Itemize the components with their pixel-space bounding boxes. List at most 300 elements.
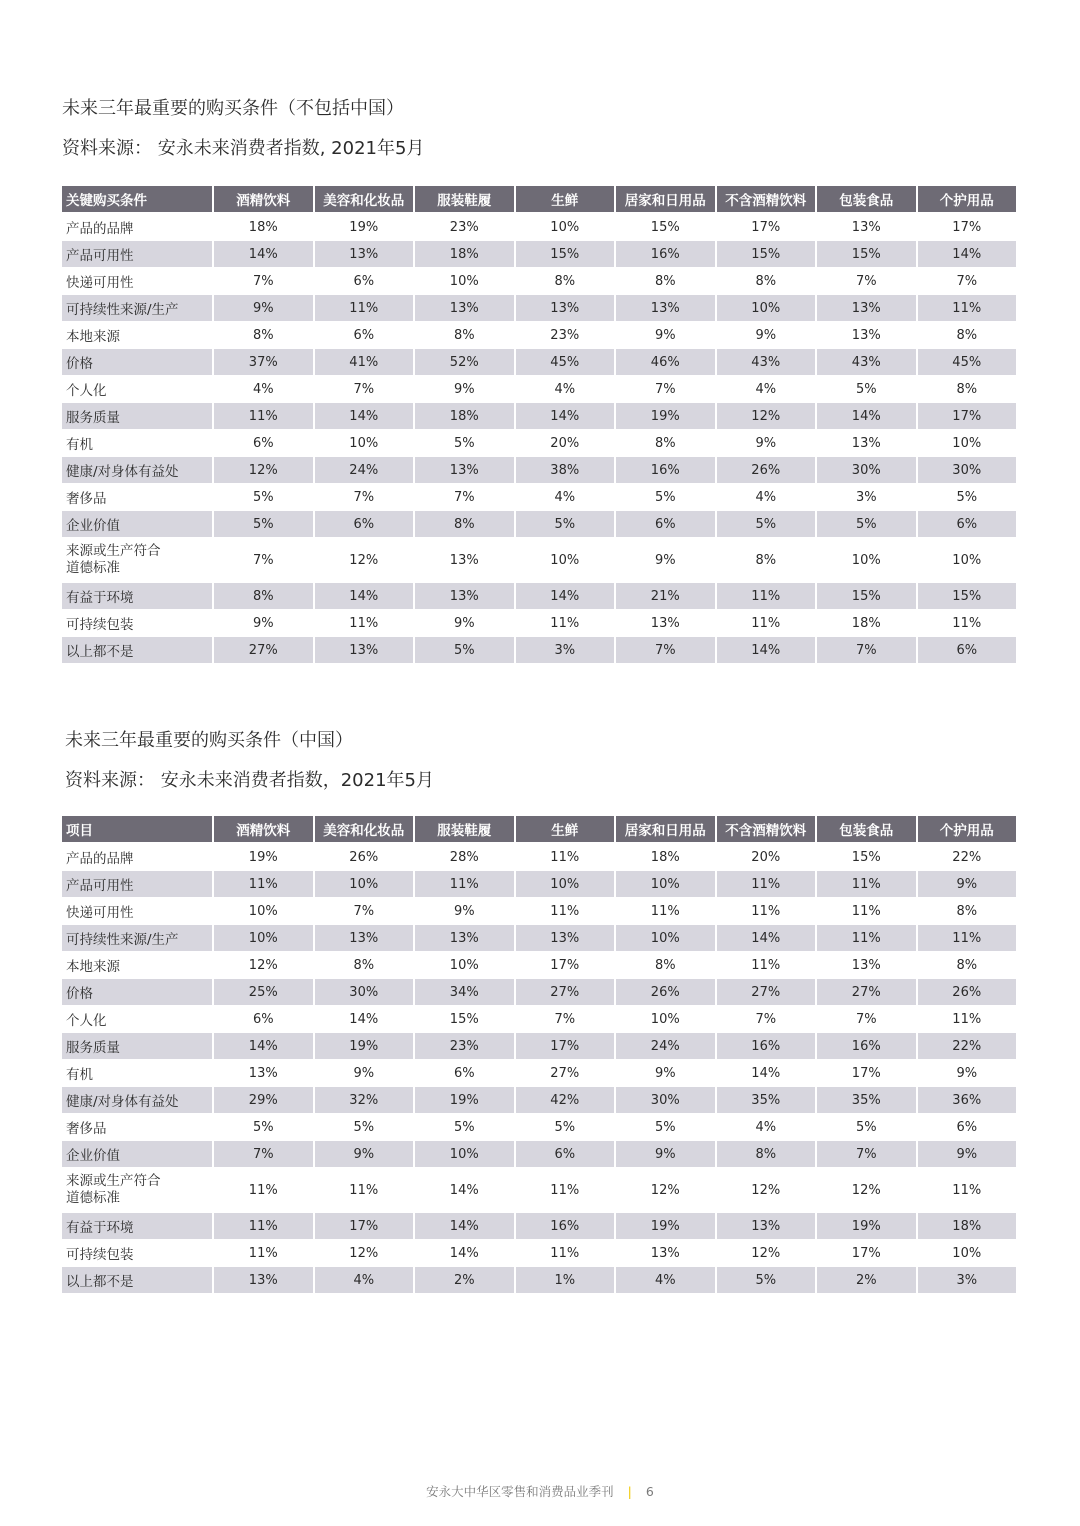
table-cell: 25%: [214, 979, 313, 1006]
table-row: [62, 268, 1016, 295]
table-cell: 8%: [717, 538, 816, 583]
table-cell: 14%: [717, 1060, 816, 1087]
table-cell: 13%: [616, 1240, 715, 1267]
header-row-label: 项目: [62, 816, 212, 844]
table-cell: 11%: [214, 871, 313, 898]
purchase-criteria-table-ex-china: [60, 186, 1018, 664]
table-cell: 38%: [516, 457, 615, 484]
table-row: [62, 1141, 1016, 1168]
table-cell: 14%: [516, 403, 615, 430]
table-row: [62, 430, 1016, 457]
column-header: 服装鞋履: [415, 186, 514, 214]
table-cell: 9%: [717, 430, 816, 457]
table-cell: 11%: [616, 898, 715, 925]
table-cell: 17%: [516, 1033, 615, 1060]
table-cell: 10%: [918, 430, 1017, 457]
column-header: 生鲜: [516, 186, 615, 214]
column-header: 生鲜: [516, 816, 615, 844]
table-cell: 9%: [616, 322, 715, 349]
table-cell: 9%: [415, 376, 514, 403]
table-cell: 45%: [516, 349, 615, 376]
table-row: [62, 1114, 1016, 1141]
table-cell: 11%: [717, 583, 816, 610]
table-cell: 12%: [315, 538, 414, 583]
table-cell: 7%: [817, 1141, 916, 1168]
table-cell: 42%: [516, 1087, 615, 1114]
table-cell: 19%: [315, 214, 414, 241]
table-cell: 30%: [616, 1087, 715, 1114]
table-row: [62, 1087, 1016, 1114]
table-cell: 13%: [516, 295, 615, 322]
table-cell: 10%: [516, 871, 615, 898]
table-cell: 13%: [717, 1213, 816, 1240]
table-cell: 10%: [315, 430, 414, 457]
table-cell: 5%: [918, 484, 1017, 511]
table-cell: 26%: [918, 979, 1017, 1006]
table-cell: 13%: [516, 925, 615, 952]
table-cell: 17%: [315, 1213, 414, 1240]
table-cell: 13%: [817, 952, 916, 979]
table-cell: 23%: [415, 214, 514, 241]
table-container: [62, 186, 1018, 664]
table-cell: 24%: [616, 1033, 715, 1060]
row-label: 有益于环境: [62, 583, 212, 610]
table-cell: 21%: [616, 583, 715, 610]
table-cell: 6%: [214, 430, 313, 457]
table-cell: 10%: [214, 925, 313, 952]
table-cell: 1%: [516, 1267, 615, 1294]
row-label: 产品可用性: [62, 241, 212, 268]
table-row: [62, 484, 1016, 511]
column-header: 酒精饮料: [214, 816, 313, 844]
row-label: 奢侈品: [62, 1114, 212, 1141]
table-cell: 19%: [616, 403, 715, 430]
table-cell: 10%: [516, 214, 615, 241]
table-cell: 10%: [817, 538, 916, 583]
table-cell: 14%: [415, 1213, 514, 1240]
table-cell: 13%: [817, 322, 916, 349]
table-row: [62, 457, 1016, 484]
table-cell: 9%: [415, 610, 514, 637]
table-cell: 18%: [616, 844, 715, 871]
table-cell: 14%: [415, 1168, 514, 1213]
table-cell: 11%: [315, 1168, 414, 1213]
table-cell: 20%: [516, 430, 615, 457]
table-cell: 7%: [315, 898, 414, 925]
table-cell: 14%: [214, 241, 313, 268]
table-row: [62, 511, 1016, 538]
table-row: [62, 295, 1016, 322]
table-cell: 7%: [616, 376, 715, 403]
table-cell: 4%: [717, 376, 816, 403]
row-label: 有益于环境: [62, 1213, 212, 1240]
table-cell: 4%: [214, 376, 313, 403]
table-cell: 11%: [315, 295, 414, 322]
table-cell: 10%: [415, 952, 514, 979]
table-cell: 13%: [817, 214, 916, 241]
table-cell: 14%: [717, 637, 816, 664]
table-cell: 5%: [214, 511, 313, 538]
table-cell: 7%: [516, 1006, 615, 1033]
table-cell: 35%: [817, 1087, 916, 1114]
table-cell: 15%: [717, 241, 816, 268]
table-cell: 15%: [817, 583, 916, 610]
table-cell: 52%: [415, 349, 514, 376]
table-row: [62, 322, 1016, 349]
purchase-criteria-table-china: [60, 816, 1018, 1294]
table-cell: 13%: [415, 295, 514, 322]
header-row-label: 关键购买条件: [62, 186, 212, 214]
table-cell: 5%: [817, 1114, 916, 1141]
table-cell: 14%: [817, 403, 916, 430]
table-row: [62, 925, 1016, 952]
column-header: 酒精饮料: [214, 186, 313, 214]
table-cell: 14%: [415, 1240, 514, 1267]
row-label: 企业价值: [62, 511, 212, 538]
table-cell: 14%: [717, 925, 816, 952]
table-cell: 30%: [817, 457, 916, 484]
table-cell: 10%: [717, 295, 816, 322]
table-row: [62, 1060, 1016, 1087]
row-label: 产品的品牌: [62, 214, 212, 241]
table-cell: 9%: [717, 322, 816, 349]
table-cell: 7%: [817, 637, 916, 664]
table-cell: 12%: [817, 1168, 916, 1213]
table-cell: 8%: [415, 322, 514, 349]
table-cell: 11%: [516, 1240, 615, 1267]
table-cell: 34%: [415, 979, 514, 1006]
table-cell: 16%: [616, 457, 715, 484]
table-cell: 13%: [214, 1060, 313, 1087]
table-cell: 11%: [918, 1006, 1017, 1033]
table-cell: 17%: [817, 1060, 916, 1087]
table-cell: 32%: [315, 1087, 414, 1114]
table-cell: 8%: [717, 268, 816, 295]
table-cell: 5%: [616, 1114, 715, 1141]
row-label: 可持续包装: [62, 1240, 212, 1267]
table-cell: 5%: [516, 1114, 615, 1141]
table-cell: 4%: [616, 1267, 715, 1294]
table-header-row: [62, 186, 1016, 214]
table-cell: 15%: [918, 583, 1017, 610]
table-cell: 8%: [918, 898, 1017, 925]
table-cell: 8%: [918, 952, 1017, 979]
table-cell: 13%: [616, 610, 715, 637]
table-cell: 16%: [616, 241, 715, 268]
row-label: 可持续包装: [62, 610, 212, 637]
row-label: 来源或生产符合 道德标准: [62, 1168, 212, 1213]
table-row: [62, 214, 1016, 241]
table-row: [62, 1267, 1016, 1294]
table-cell: 11%: [214, 1213, 313, 1240]
table-row: [62, 376, 1016, 403]
table-cell: 27%: [214, 637, 313, 664]
table-cell: 7%: [315, 484, 414, 511]
table-cell: 4%: [717, 484, 816, 511]
table-cell: 4%: [717, 1114, 816, 1141]
table-cell: 22%: [918, 1033, 1017, 1060]
table-cell: 5%: [516, 511, 615, 538]
table-cell: 14%: [315, 403, 414, 430]
table-cell: 13%: [315, 637, 414, 664]
table-row: [62, 1240, 1016, 1267]
table-cell: 9%: [214, 295, 313, 322]
row-label: 快递可用性: [62, 268, 212, 295]
table-cell: 2%: [817, 1267, 916, 1294]
data-source: 资料来源： 安永未来消费者指数, 2021年5月: [62, 138, 425, 159]
row-label: 个人化: [62, 1006, 212, 1033]
table-cell: 5%: [415, 637, 514, 664]
table-cell: 6%: [918, 637, 1017, 664]
table-cell: 9%: [616, 1060, 715, 1087]
table-cell: 11%: [516, 844, 615, 871]
table-cell: 6%: [616, 511, 715, 538]
table-cell: 9%: [315, 1141, 414, 1168]
table-cell: 11%: [516, 1168, 615, 1213]
table-cell: 9%: [918, 871, 1017, 898]
table-row: [62, 241, 1016, 268]
table-cell: 9%: [214, 610, 313, 637]
table-cell: 11%: [918, 925, 1017, 952]
table-cell: 7%: [214, 268, 313, 295]
table-cell: 8%: [918, 322, 1017, 349]
table-cell: 18%: [415, 241, 514, 268]
table-cell: 36%: [918, 1087, 1017, 1114]
table-cell: 9%: [918, 1060, 1017, 1087]
table-cell: 18%: [918, 1213, 1017, 1240]
column-header: 居家和日用品: [616, 816, 715, 844]
table-cell: 12%: [214, 952, 313, 979]
table-cell: 11%: [717, 610, 816, 637]
table-cell: 13%: [616, 295, 715, 322]
table-cell: 9%: [918, 1141, 1017, 1168]
table-cell: 13%: [315, 241, 414, 268]
table-cell: 19%: [616, 1213, 715, 1240]
table-cell: 11%: [717, 898, 816, 925]
table-cell: 14%: [516, 583, 615, 610]
table-cell: 6%: [918, 511, 1017, 538]
table-cell: 5%: [817, 511, 916, 538]
table-cell: 10%: [516, 538, 615, 583]
table-cell: 30%: [918, 457, 1017, 484]
table-cell: 7%: [214, 538, 313, 583]
table-cell: 15%: [817, 241, 916, 268]
table-container: [62, 816, 1018, 1294]
column-header: 美容和化妆品: [315, 816, 414, 844]
table-cell: 11%: [717, 952, 816, 979]
table-cell: 26%: [717, 457, 816, 484]
table-cell: 13%: [315, 925, 414, 952]
table-cell: 2%: [415, 1267, 514, 1294]
table-row: [62, 844, 1016, 871]
table-row: [62, 952, 1016, 979]
table-cell: 11%: [315, 610, 414, 637]
table-cell: 7%: [616, 637, 715, 664]
table-cell: 7%: [918, 268, 1017, 295]
table-cell: 11%: [918, 295, 1017, 322]
table-cell: 16%: [516, 1213, 615, 1240]
publication-name: 安永大中华区零售和消费品业季刊: [426, 1484, 614, 1499]
footer-separator: |: [627, 1484, 632, 1499]
table-cell: 6%: [315, 511, 414, 538]
table-row: [62, 583, 1016, 610]
table-cell: 26%: [315, 844, 414, 871]
table-cell: 5%: [415, 1114, 514, 1141]
table-cell: 43%: [717, 349, 816, 376]
table-cell: 11%: [817, 925, 916, 952]
table-cell: 6%: [214, 1006, 313, 1033]
table-cell: 8%: [616, 268, 715, 295]
table-cell: 13%: [415, 925, 514, 952]
table-cell: 27%: [516, 1060, 615, 1087]
row-label: 以上都不是: [62, 637, 212, 664]
row-label: 有机: [62, 430, 212, 457]
table-cell: 8%: [516, 268, 615, 295]
table-cell: 5%: [214, 1114, 313, 1141]
table-cell: 11%: [214, 403, 313, 430]
table-cell: 19%: [817, 1213, 916, 1240]
row-label: 有机: [62, 1060, 212, 1087]
row-label: 可持续性来源/生产: [62, 925, 212, 952]
table-cell: 13%: [214, 1267, 313, 1294]
table-cell: 12%: [214, 457, 313, 484]
table-cell: 9%: [315, 1060, 414, 1087]
table-cell: 13%: [817, 430, 916, 457]
table-cell: 10%: [415, 1141, 514, 1168]
table-cell: 26%: [616, 979, 715, 1006]
table-cell: 10%: [616, 1006, 715, 1033]
table-cell: 6%: [315, 268, 414, 295]
row-label: 服务质量: [62, 1033, 212, 1060]
row-label: 健康/对身体有益处: [62, 457, 212, 484]
column-header: 美容和化妆品: [315, 186, 414, 214]
table-cell: 18%: [817, 610, 916, 637]
table-cell: 43%: [817, 349, 916, 376]
table-cell: 19%: [214, 844, 313, 871]
table-cell: 13%: [415, 538, 514, 583]
table-cell: 11%: [516, 898, 615, 925]
column-header: 居家和日用品: [616, 186, 715, 214]
table-cell: 17%: [918, 214, 1017, 241]
table-title: 未来三年最重要的购买条件（中国）: [65, 730, 353, 751]
page-footer: [0, 1482, 1080, 1500]
table-cell: 15%: [616, 214, 715, 241]
column-header: 个护用品: [918, 186, 1017, 214]
table-row: [62, 637, 1016, 664]
row-label: 服务质量: [62, 403, 212, 430]
table-cell: 8%: [214, 583, 313, 610]
table-row: [62, 1213, 1016, 1240]
table-cell: 11%: [415, 871, 514, 898]
table-cell: 12%: [717, 1168, 816, 1213]
table-cell: 11%: [214, 1240, 313, 1267]
table-cell: 4%: [516, 376, 615, 403]
row-label: 奢侈品: [62, 484, 212, 511]
table-cell: 11%: [717, 871, 816, 898]
table-cell: 10%: [315, 871, 414, 898]
row-label: 可持续性来源/生产: [62, 295, 212, 322]
table-row: [62, 1006, 1016, 1033]
table-row: [62, 871, 1016, 898]
table-cell: 10%: [214, 898, 313, 925]
table-cell: 24%: [315, 457, 414, 484]
column-header: 包装食品: [817, 186, 916, 214]
table-cell: 10%: [415, 268, 514, 295]
table-cell: 6%: [918, 1114, 1017, 1141]
table-cell: 18%: [214, 214, 313, 241]
table-cell: 5%: [214, 484, 313, 511]
row-label: 健康/对身体有益处: [62, 1087, 212, 1114]
table-cell: 17%: [918, 403, 1017, 430]
table-row: [62, 610, 1016, 637]
table-cell: 4%: [516, 484, 615, 511]
table-cell: 8%: [415, 511, 514, 538]
table-cell: 8%: [214, 322, 313, 349]
table-cell: 8%: [616, 952, 715, 979]
table-cell: 10%: [616, 925, 715, 952]
table-cell: 8%: [918, 376, 1017, 403]
table-cell: 11%: [214, 1168, 313, 1213]
column-header: 不含酒精饮料: [717, 186, 816, 214]
table-cell: 12%: [717, 403, 816, 430]
table-cell: 27%: [516, 979, 615, 1006]
table-cell: 7%: [717, 1006, 816, 1033]
table-cell: 7%: [214, 1141, 313, 1168]
table-cell: 13%: [415, 457, 514, 484]
table-cell: 16%: [717, 1033, 816, 1060]
row-label: 本地来源: [62, 322, 212, 349]
row-label: 产品可用性: [62, 871, 212, 898]
table-cell: 5%: [315, 1114, 414, 1141]
table-cell: 7%: [817, 268, 916, 295]
table-cell: 8%: [717, 1141, 816, 1168]
table-cell: 11%: [817, 898, 916, 925]
table-cell: 7%: [817, 1006, 916, 1033]
table-cell: 23%: [516, 322, 615, 349]
table-cell: 15%: [516, 241, 615, 268]
table-cell: 23%: [415, 1033, 514, 1060]
data-source: 资料来源： 安永未来消费者指数，2021年5月: [65, 770, 434, 791]
row-label: 价格: [62, 979, 212, 1006]
table-cell: 14%: [315, 583, 414, 610]
column-header: 不含酒精饮料: [717, 816, 816, 844]
table-cell: 37%: [214, 349, 313, 376]
row-label: 价格: [62, 349, 212, 376]
column-header: 个护用品: [918, 816, 1017, 844]
table-cell: 15%: [415, 1006, 514, 1033]
table-cell: 12%: [315, 1240, 414, 1267]
table-cell: 27%: [717, 979, 816, 1006]
table-cell: 11%: [918, 1168, 1017, 1213]
page-number: 6: [645, 1484, 654, 1499]
table-cell: 45%: [918, 349, 1017, 376]
table-cell: 18%: [415, 403, 514, 430]
table-row: [62, 403, 1016, 430]
row-label: 快递可用性: [62, 898, 212, 925]
table-cell: 13%: [415, 583, 514, 610]
table-row: [62, 349, 1016, 376]
table-cell: 5%: [817, 376, 916, 403]
table-cell: 46%: [616, 349, 715, 376]
table-cell: 19%: [315, 1033, 414, 1060]
row-label: 本地来源: [62, 952, 212, 979]
table-cell: 6%: [516, 1141, 615, 1168]
table-cell: 11%: [516, 610, 615, 637]
table-row: [62, 979, 1016, 1006]
table-cell: 10%: [918, 538, 1017, 583]
row-label: 个人化: [62, 376, 212, 403]
column-header: 服装鞋履: [415, 816, 514, 844]
